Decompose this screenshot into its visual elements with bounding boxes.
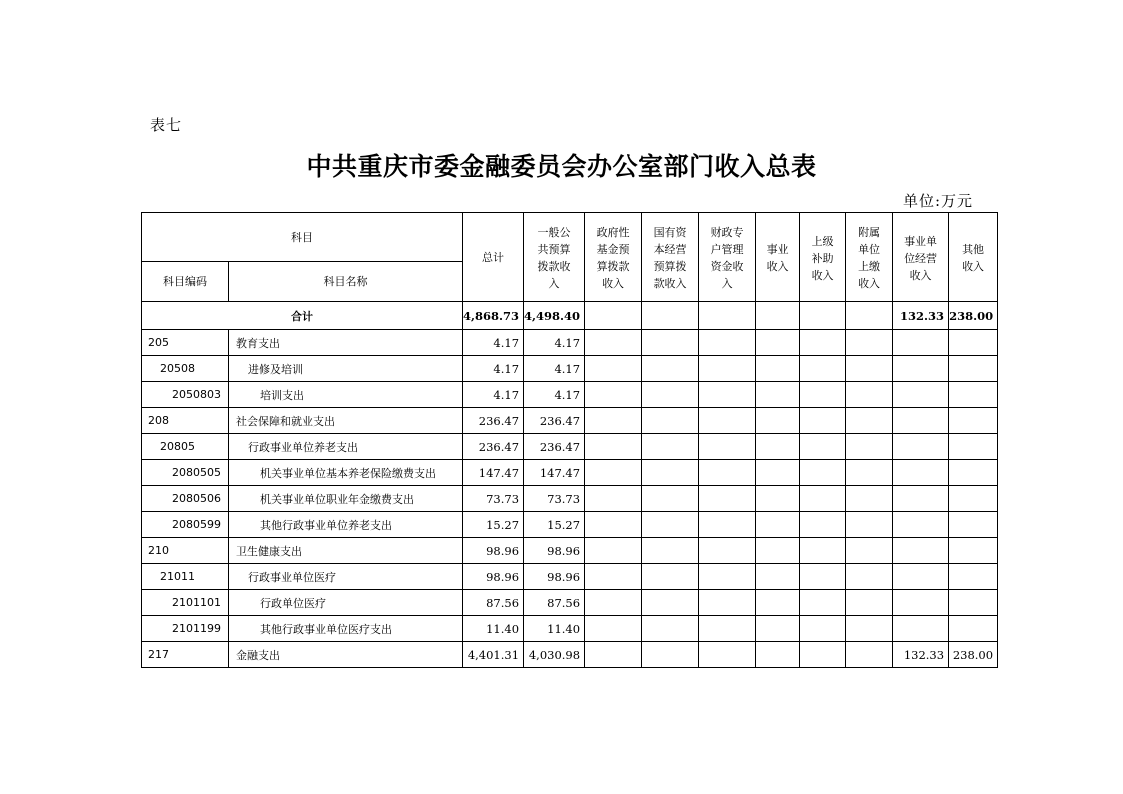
subject-name: 其他行政事业单位医疗支出 <box>229 616 463 642</box>
table-row <box>142 564 998 590</box>
header-line: 本经营 <box>653 243 687 256</box>
other-cell <box>949 330 998 356</box>
total-cell: 4.17 <box>463 330 524 356</box>
subject-code: 210 <box>142 538 229 564</box>
subject-name: 其他行政事业单位养老支出 <box>229 512 463 538</box>
general-budget-cell: 98.96 <box>524 538 585 564</box>
header-superior-subsidy <box>800 213 846 302</box>
header-total: 总计 <box>463 213 524 302</box>
other-cell <box>949 356 998 382</box>
subject-name: 行政事业单位养老支出 <box>229 434 463 460</box>
table-row <box>142 460 998 486</box>
subject-name: 行政事业单位医疗 <box>229 564 463 590</box>
business-operation-cell <box>893 382 949 408</box>
subject-code: 20508 <box>142 356 229 382</box>
business-operation-cell <box>893 512 949 538</box>
table-row <box>142 538 998 564</box>
general-budget-cell: 4.17 <box>524 356 585 382</box>
subject-code: 21011 <box>142 564 229 590</box>
header-line: 共预算 <box>537 243 571 256</box>
business-operation-cell <box>893 590 949 616</box>
subject-name: 卫生健康支出 <box>229 538 463 564</box>
total-cell: 15.27 <box>463 512 524 538</box>
header-line: 一般公 <box>537 226 571 239</box>
general-budget-cell: 4.17 <box>524 330 585 356</box>
subject-name: 进修及培训 <box>229 356 463 382</box>
other-cell <box>949 382 998 408</box>
table-row <box>142 356 998 382</box>
unit-label: 单位:万元 <box>903 192 974 210</box>
subject-code: 205 <box>142 330 229 356</box>
header-business-operation <box>893 213 949 302</box>
business-operation-cell: 132.33 <box>893 642 949 668</box>
header-line: 收入 <box>766 260 789 273</box>
table-row <box>142 590 998 616</box>
subject-name: 教育支出 <box>229 330 463 356</box>
total-cell: 4,401.31 <box>463 642 524 668</box>
other-cell: 238.00 <box>949 642 998 668</box>
header-line: 收入 <box>811 268 834 282</box>
header-line: 户管理 <box>710 243 744 256</box>
header-line: 事业单 <box>904 234 938 248</box>
header-line: 收入 <box>962 260 985 273</box>
header-line: 其他 <box>962 243 985 256</box>
general-budget-cell: 15.27 <box>524 512 585 538</box>
header-line: 政府性 <box>596 226 630 239</box>
table-row <box>142 486 998 512</box>
business-operation-cell <box>893 616 949 642</box>
subject-code: 20805 <box>142 434 229 460</box>
table-number: 表七 <box>150 116 183 134</box>
business-operation-cell <box>893 460 949 486</box>
other-cell <box>949 616 998 642</box>
general-budget-cell: 4.17 <box>524 382 585 408</box>
header-other <box>949 213 998 302</box>
header-line: 入 <box>721 277 733 290</box>
total-cell: 4.17 <box>463 382 524 408</box>
header-subject-code: 科目编码 <box>142 262 229 302</box>
header-line: 上缴 <box>858 260 881 273</box>
header-line: 收入 <box>909 268 932 282</box>
other-cell <box>949 460 998 486</box>
subject-code: 217 <box>142 642 229 668</box>
subject-name: 行政单位医疗 <box>229 590 463 616</box>
table-row <box>142 642 998 668</box>
general-budget-cell: 73.73 <box>524 486 585 512</box>
business-operation-cell <box>893 564 949 590</box>
header-line: 预算拨 <box>653 260 687 273</box>
total-cell: 147.47 <box>463 460 524 486</box>
subject-code: 2101199 <box>142 616 229 642</box>
header-line: 事业 <box>766 243 789 256</box>
business-operation-cell <box>893 434 949 460</box>
subject-name: 金融支出 <box>229 642 463 668</box>
header-line: 单位 <box>858 243 881 256</box>
summary-total: 4,868.73 <box>463 302 524 330</box>
header-line: 资金收 <box>710 260 744 273</box>
general-budget-cell: 4,030.98 <box>524 642 585 668</box>
general-budget-cell: 236.47 <box>524 434 585 460</box>
header-general-budget <box>524 213 585 302</box>
header-fiscal-special <box>699 213 756 302</box>
total-cell: 87.56 <box>463 590 524 616</box>
other-cell <box>949 486 998 512</box>
subject-code: 2101101 <box>142 590 229 616</box>
header-line: 附属 <box>858 226 881 239</box>
summary-business-operation: 132.33 <box>893 302 949 330</box>
header-line: 款收入 <box>653 277 687 290</box>
subject-name: 社会保障和就业支出 <box>229 408 463 434</box>
header-line: 入 <box>548 277 560 290</box>
general-budget-cell: 87.56 <box>524 590 585 616</box>
total-cell: 236.47 <box>463 408 524 434</box>
header-line: 上级 <box>811 234 834 248</box>
total-cell: 4.17 <box>463 356 524 382</box>
table-row <box>142 616 998 642</box>
header-line: 国有资 <box>653 226 687 239</box>
total-cell: 236.47 <box>463 434 524 460</box>
business-operation-cell <box>893 408 949 434</box>
table-row <box>142 382 998 408</box>
subject-name: 机关事业单位基本养老保险缴费支出 <box>229 460 463 486</box>
summary-general-budget: 4,498.40 <box>524 302 585 330</box>
header-business <box>756 213 800 302</box>
general-budget-cell: 147.47 <box>524 460 585 486</box>
total-cell: 98.96 <box>463 538 524 564</box>
other-cell <box>949 590 998 616</box>
other-cell <box>949 538 998 564</box>
other-cell <box>949 408 998 434</box>
general-budget-cell: 98.96 <box>524 564 585 590</box>
header-line: 收入 <box>858 277 881 290</box>
total-cell: 73.73 <box>463 486 524 512</box>
total-cell: 98.96 <box>463 564 524 590</box>
header-line: 拨款收 <box>537 260 571 273</box>
header-gov-fund <box>585 213 642 302</box>
subject-name: 培训支出 <box>229 382 463 408</box>
income-summary-table <box>141 212 998 668</box>
business-operation-cell <box>893 538 949 564</box>
general-budget-cell: 236.47 <box>524 408 585 434</box>
table-row <box>142 512 998 538</box>
table-row <box>142 434 998 460</box>
header-line: 财政专 <box>710 226 744 239</box>
subject-code: 2050803 <box>142 382 229 408</box>
business-operation-cell <box>893 356 949 382</box>
header-line: 基金预 <box>596 243 630 256</box>
table-row <box>142 408 998 434</box>
other-cell <box>949 512 998 538</box>
general-budget-cell: 11.40 <box>524 616 585 642</box>
header-affiliated <box>846 213 893 302</box>
subject-code: 2080599 <box>142 512 229 538</box>
other-cell <box>949 564 998 590</box>
subject-name: 机关事业单位职业年金缴费支出 <box>229 486 463 512</box>
business-operation-cell <box>893 486 949 512</box>
other-cell <box>949 434 998 460</box>
subject-code: 2080506 <box>142 486 229 512</box>
header-subject-name: 科目名称 <box>229 262 463 302</box>
page-title: 中共重庆市委金融委员会办公室部门收入总表 <box>306 152 817 181</box>
header-state-capital <box>642 213 699 302</box>
subject-code: 2080505 <box>142 460 229 486</box>
header-line: 收入 <box>602 277 625 290</box>
header-subject: 科目 <box>142 213 463 262</box>
header-line: 算拨款 <box>596 260 630 273</box>
header-line: 位经营 <box>904 251 938 265</box>
total-cell: 11.40 <box>463 616 524 642</box>
business-operation-cell <box>893 330 949 356</box>
summary-row <box>142 302 998 330</box>
subject-code: 208 <box>142 408 229 434</box>
table-row <box>142 330 998 356</box>
summary-label: 合计 <box>142 302 463 330</box>
summary-other: 238.00 <box>949 302 998 330</box>
header-line: 补助 <box>811 251 834 265</box>
